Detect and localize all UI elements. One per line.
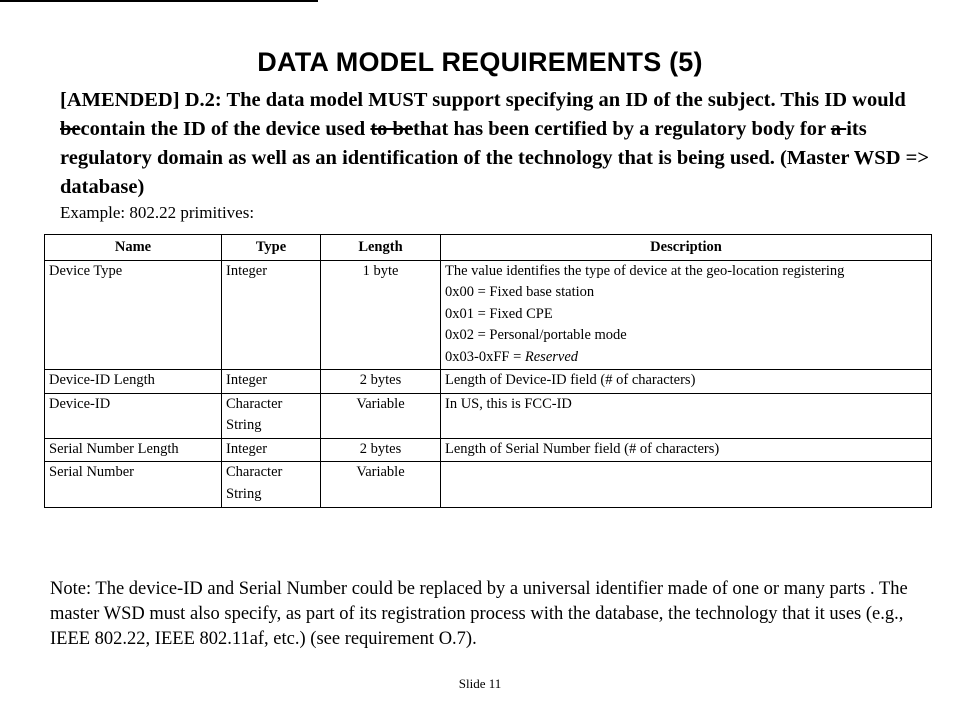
cell-description [441, 462, 932, 508]
table-row [45, 393, 932, 438]
example-label: Example: 802.22 primitives: [60, 203, 255, 222]
table-row [45, 462, 932, 508]
cell-description: Length of Device-ID field (# of characters) [441, 370, 932, 394]
header-description: Description [441, 235, 932, 261]
cell-name: Device-ID [45, 393, 222, 438]
cell-name: Device-ID Length [45, 370, 222, 394]
table-row [45, 370, 932, 394]
requirement-strike-2: to be [370, 118, 414, 140]
cell-name: Device Type [45, 260, 222, 370]
cell-length: 1 byte [321, 260, 441, 370]
cell-name: Serial Number [45, 462, 222, 508]
description-line: 0x01 = Fixed CPE [445, 305, 553, 322]
requirement-text [60, 86, 940, 202]
slide-title: DATA MODEL REQUIREMENTS (5) [257, 47, 703, 77]
table-row [45, 438, 932, 462]
cell-type: Integer [222, 438, 321, 462]
top-rule [0, 0, 318, 2]
cell-length: 2 bytes [321, 438, 441, 462]
description-line: 0x02 = Personal/portable mode [445, 327, 627, 343]
cell-length: 2 bytes [321, 370, 441, 394]
note-text: Note: The device-ID and Serial Number could be replaced by a universal identifier made of one or many parts . The master WSD must also specify, as part of its registration process with the database, the technology that it uses (e.g., IEEE 802.22, IEEE 802.11af, etc.) (see requirement O.7). [50, 579, 908, 649]
cell-type: Character String [222, 393, 321, 438]
cell-description [441, 260, 932, 370]
primitives-table [44, 234, 932, 508]
requirement-part-4: its regulatory domain as well as an identification of the technology that is being used. (Master WSD => database) [60, 118, 929, 198]
cell-description: Length of Serial Number field (# of characters) [441, 438, 932, 462]
requirement-strike-3: a [830, 118, 847, 140]
reserved-range: 0x03-0xFF = [445, 348, 525, 365]
requirement-part-3: that has been certified by a regulatory body for [413, 118, 831, 140]
cell-length: Variable [321, 393, 441, 438]
header-name: Name [45, 235, 222, 261]
cell-description: In US, this is FCC-ID [441, 393, 932, 438]
table-header-row [45, 235, 932, 261]
cell-name: Serial Number Length [45, 438, 222, 462]
cell-type: Character String [222, 462, 321, 508]
requirement-part-2: contain the ID of the device used [80, 118, 371, 140]
slide-number: Slide 11 [458, 676, 502, 691]
header-length: Length [321, 235, 441, 261]
description-line-reserved [445, 347, 927, 369]
header-type: Type [222, 235, 321, 261]
table-row [45, 260, 932, 370]
requirement-strike-1: be [60, 118, 81, 140]
cell-length: Variable [321, 462, 441, 508]
cell-type: Integer [222, 260, 321, 370]
cell-type: Integer [222, 370, 321, 394]
description-line: 0x00 = Fixed base station [445, 284, 595, 300]
reserved-word: Reserved [524, 348, 579, 365]
description-line: The value identifies the type of device at the geo-location registering [445, 262, 845, 279]
requirement-part-1: [AMENDED] D.2: The data model MUST support specifying an ID of the subject. This ID would [60, 89, 906, 111]
